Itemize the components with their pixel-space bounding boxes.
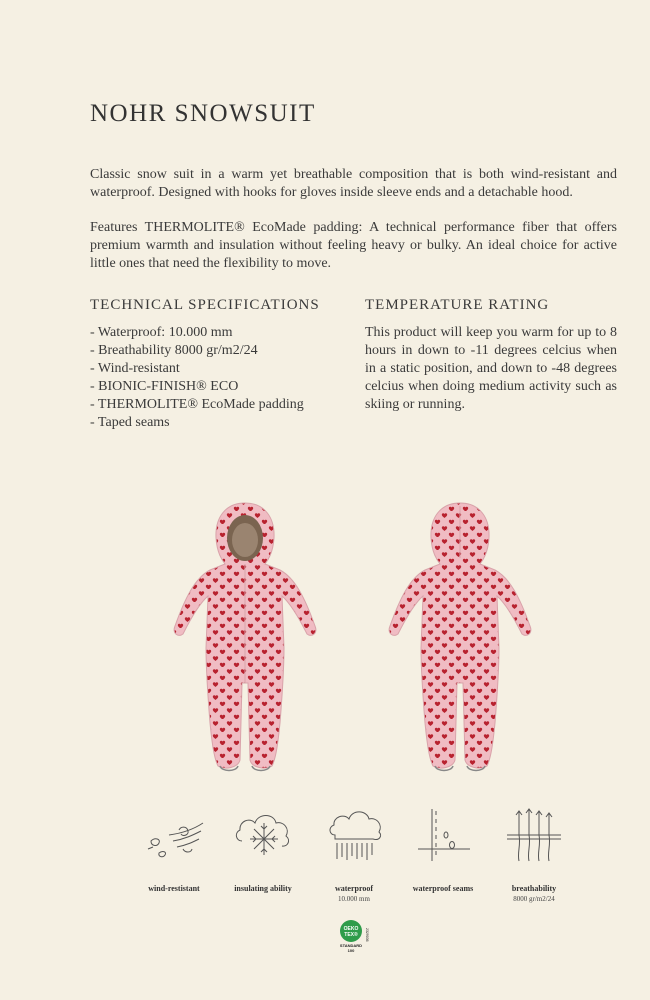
feature-breathability — [484, 805, 584, 903]
spec-item: - THERMOLITE® EcoMade padding — [90, 397, 304, 412]
standard-text: STANDARD — [339, 943, 363, 948]
feature-wind-resistant — [124, 805, 224, 895]
tex-text: TEX® — [344, 932, 358, 938]
snowsuit-front-image — [170, 498, 320, 773]
feature-waterproof-seams — [393, 805, 493, 895]
temperature-rating-text: This product will keep you warm for up to 8 hours in down to -11 degrees celcius when in a static position, and down to -48 degrees celcius when doing medium activity such as skiing or running. — [365, 325, 617, 412]
spec-list — [90, 324, 350, 432]
feature-label: breathability — [511, 884, 557, 893]
spec-item: - Waterproof: 10.000 mm — [90, 325, 233, 340]
feature-label: wind-restistant — [148, 884, 200, 893]
product-description: Classic snow suit in a warm yet breathable composition that is both wind-resistant and waterproof. Designed with hooks for gloves inside sleeve ends and a detachable hood. — [90, 167, 617, 200]
snowflake-icon — [228, 805, 298, 865]
spec-item: - BIONIC-FINISH® ECO — [90, 379, 239, 394]
spec-item: - Breathability 8000 gr/m2/24 — [90, 343, 258, 358]
certificate-code: 2329036 — [365, 928, 369, 942]
padding-description: Features THERMOLITE® EcoMade padding: A technical performance fiber that offers premium warmth and insulation without feeling heavy or bulky. An ideal choice for active little ones that need the flexibility to move. — [90, 220, 617, 271]
feature-sub: 10.000 mm — [338, 895, 370, 903]
feature-label: waterproof — [334, 884, 374, 893]
oeko-tex-logo — [336, 918, 386, 958]
wind-icon — [139, 805, 209, 865]
oeko-text: OEKO — [343, 926, 359, 932]
feature-waterproof — [304, 805, 404, 903]
seam-icon — [408, 805, 478, 865]
temperature-rating-heading: TEMPERATURE RATING — [365, 297, 550, 313]
feature-label: insulating ability — [234, 884, 292, 893]
snowsuit-back-image — [385, 498, 535, 773]
feature-sub: 8000 gr/m2/24 — [513, 895, 555, 903]
technical-specifications-heading: TECHNICAL SPECIFICATIONS — [90, 297, 320, 313]
standard-number: 100 — [347, 948, 355, 953]
spec-item: - Taped seams — [90, 415, 170, 430]
feature-label: waterproof seams — [412, 884, 474, 893]
spec-item: - Wind-resistant — [90, 361, 180, 376]
breathability-icon — [499, 805, 569, 865]
rain-cloud-icon — [319, 805, 389, 865]
feature-insulating-ability — [213, 805, 313, 895]
page-title: NOHR SNOWSUIT — [90, 100, 316, 127]
